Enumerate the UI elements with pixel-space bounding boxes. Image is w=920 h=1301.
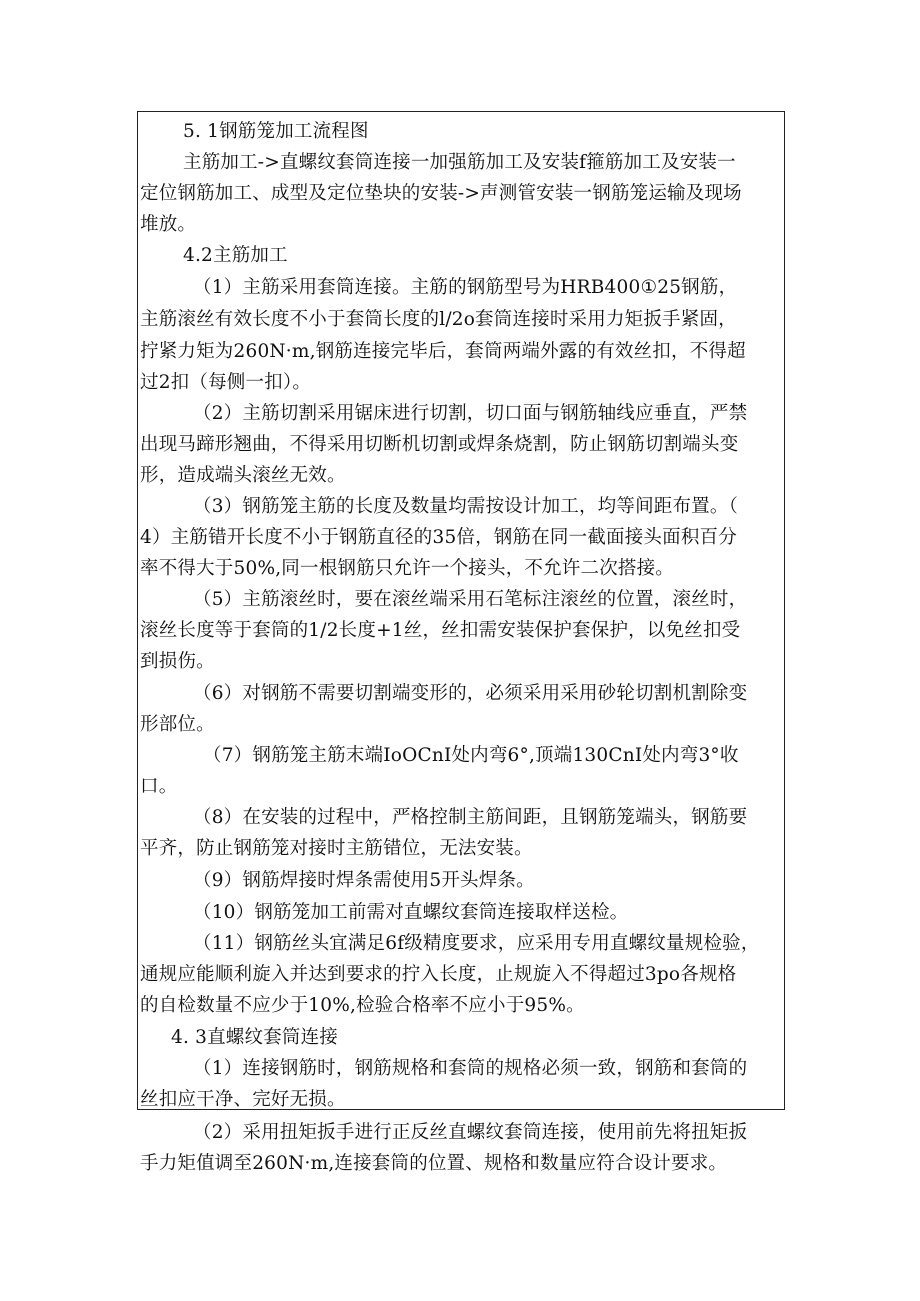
text-line: 口。 — [140, 776, 178, 797]
text-line: （1）连接钢筋时，钢筋规格和套筒的规格必须一致，钢筋和套筒的 — [193, 1058, 748, 1079]
text-line: 定位钢筋加工、成型及定位垫块的安装->声测管安装一钢筋笼运输及现场 — [140, 183, 742, 204]
text-line: 形部位。 — [140, 714, 215, 735]
text-line: （5）主筋滚丝时，要在滚丝端采用石笔标注滚丝的位置，滚丝时， — [193, 589, 748, 610]
text-line: 过2扣（每侧一扣）。 — [140, 372, 312, 393]
text-line: 出现马蹄形翘曲，不得采用切断机切割或焊条烧割，防止钢筋切割端头变 — [140, 434, 739, 455]
text-line: 丝扣应干净、完好无损。 — [140, 1089, 346, 1110]
text-line: 到损伤。 — [140, 651, 215, 672]
text-line: 拧紧力矩为260N·m,钢筋连接完毕后，套筒两端外露的有效丝扣，不得超 — [140, 341, 746, 362]
text-line: 平齐，防止钢筋笼对接时主筋错位，无法安装。 — [140, 838, 533, 859]
text-line: 滚丝长度等于套筒的1/2长度+1丝，丝扣需安装保护套保护，以免丝扣受 — [140, 620, 741, 641]
text-line: 的自检数量不应少于10%,检验合格率不应小于95%。 — [140, 995, 585, 1016]
text-line: （11）钢筋丝头宜满足6f级精度要求，应采用专用直螺纹量规检验， — [193, 933, 760, 954]
section-heading-4-3: 4. 3直螺纹套筒连接 — [171, 1027, 339, 1048]
text-line: 堆放。 — [140, 214, 197, 235]
text-line: （1）主筋采用套筒连接。主筋的钢筋型号为HRB400①25钢筋， — [193, 277, 738, 298]
text-line: 4）主筋错开长度不小于钢筋直径的35倍，钢筋在同一截面接头面积百分 — [140, 527, 737, 548]
text-line: （3）钢筋笼主筋的长度及数量均需按设计加工，均等间距布置。（ — [193, 496, 739, 517]
text-line: 手力矩值调至260N·m,连接套筒的位置、规格和数量应符合设计要求。 — [140, 1153, 728, 1174]
text-line: 主筋滚丝有效长度不小于套筒长度的l/2o套筒连接时采用力矩扳手紧固， — [140, 309, 737, 330]
text-line: （9）钢筋焊接时焊条需使用5开头焊条。 — [193, 870, 535, 891]
text-line: （2）主筋切割采用锯床进行切割，切口面与钢筋轴线应垂直，严禁 — [193, 403, 748, 424]
text-line: 主筋加工->直螺纹套筒连接一加强筋加工及安装f箍筋加工及安装一 — [183, 152, 736, 173]
section-heading-5-1: 5. 1钢筋笼加工流程图 — [183, 121, 369, 142]
text-line: 通规应能顺利旋入并达到要求的拧入长度，止规旋入不得超过3po各规格 — [140, 964, 737, 985]
text-line: （7）钢筋笼主筋末端IoOCnI处内弯6°,顶端130CnI处内弯3°收 — [203, 745, 739, 766]
text-line: （10）钢筋笼加工前需对直螺纹套筒连接取样送检。 — [193, 902, 629, 923]
text-line: （8）在安装的过程中，严格控制主筋间距，且钢筋笼端头，钢筋要 — [193, 807, 748, 828]
text-line: （2）采用扭矩扳手进行正反丝直螺纹套筒连接，使用前先将扭矩扳 — [193, 1122, 748, 1143]
text-line: （6）对钢筋不需要切割端变形的，必须采用采用砂轮切割机割除变 — [193, 683, 748, 704]
text-line: 率不得大于50%,同一根钢筋只允许一个接头，不允许二次搭接。 — [140, 558, 675, 579]
text-line: 形，造成端头滚丝无效。 — [140, 465, 346, 486]
section-heading-4-2: 4.2主筋加工 — [183, 245, 288, 266]
